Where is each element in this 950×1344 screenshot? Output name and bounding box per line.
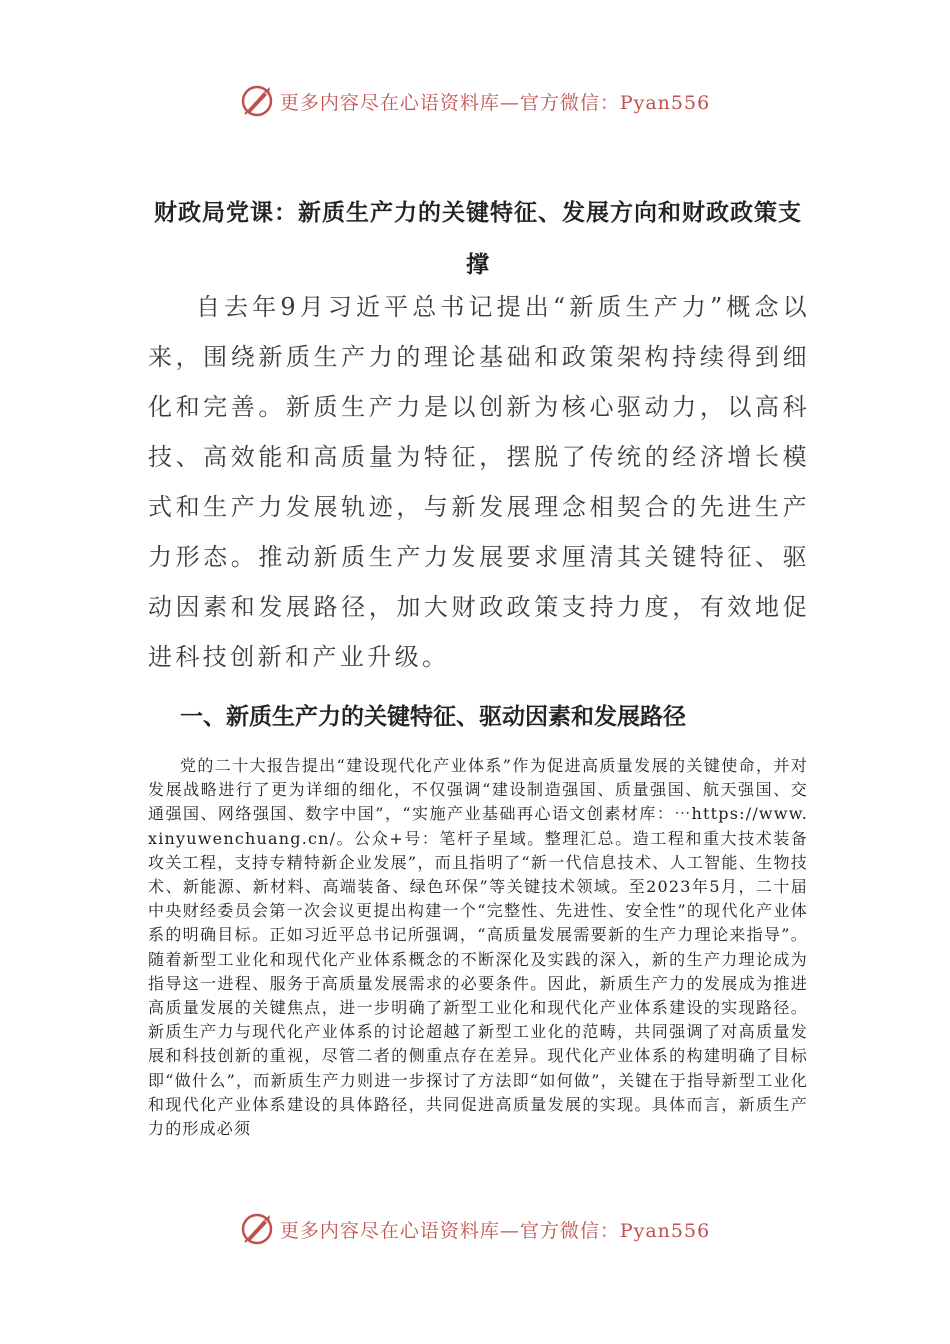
section-heading: 一、新质生产力的关键特征、驱动因素和发展路径: [180, 704, 686, 730]
quill-pen-circle-icon: [240, 84, 274, 118]
body-paragraph: 党的二十大报告提出“建设现代化产业体系”作为促进高质量发展的关键使命，并对发展战略进行了更为详细的细化，不仅强调“建设制造强国、质量强国、航天强国、交通强国、网络强国、数字中国”，“实施产业基础再心语文创素材库：⋯https://www.xinyuwenchuang.cn/。公众+号：笔杆子星域。整理汇总。造工程和重大技术装备攻关工程，支持专精特新企业发展”，而且指明了“新一代信息技术、人工智能、生物技术、新能源、新材料、高端装备、绿色环保”等关键技术领域。至2023年5月，二十届中央财经委员会第一次会议更提出构建一个“完整性、先进性、安全性”的现代化产业体系的明确目标。正如习近平总书记所强调，“高质量发展需要新的生产力理论来指导”。随着新型工业化和现代化产业体系概念的不断深化及实践的深入，新的生产力理论成为指导这一进程、服务于高质量发展需求的必要条件。因此，新质生产力的发展成为推进高质量发展的关键焦点，进一步明确了新型工业化和现代化产业体系建设的实现路径。新质生产力与现代化产业体系的讨论超越了新型工业化的范畴，共同强调了对高质量发展和科技创新的重视，尽管二者的侧重点存在差异。现代化产业体系的构建明确了目标即“做什么”，而新质生产力则进一步探讨了方法即“如何做”，关键在于指导新型工业化和现代化产业体系建设的具体路径，共同促进高质量发展的实现。具体而言，新质生产力的形成必须: [148, 756, 808, 1139]
watermark-text: 更多内容尽在心语资料库—官方微信：Pyan556: [279, 91, 711, 114]
document-title: 财政局党课：新质生产力的关键特征、发展方向和财政政策支撑: [154, 200, 802, 279]
intro-paragraph: 自去年9月习近平总书记提出“新质生产力”概念以来，围绕新质生产力的理论基础和政策架构持续得到细化和完善。新质生产力是以创新为核心驱动力，以高科技、高效能和高质量为特征，摆脱了传统的经济增长模式和生产力发展轨迹，与新发展理念相契合的先进生产力形态。推动新质生产力发展要求厘清其关键特征、驱动因素和发展路径，加大财政政策支持力度，有效地促进科技创新和产业升级。: [148, 293, 810, 671]
quill-pen-circle-icon: [240, 1212, 274, 1246]
watermark-banner-bottom: [0, 1212, 950, 1246]
watermark-text: 更多内容尽在心语资料库—官方微信：Pyan556: [279, 1219, 711, 1242]
watermark-banner-top: [0, 84, 950, 118]
